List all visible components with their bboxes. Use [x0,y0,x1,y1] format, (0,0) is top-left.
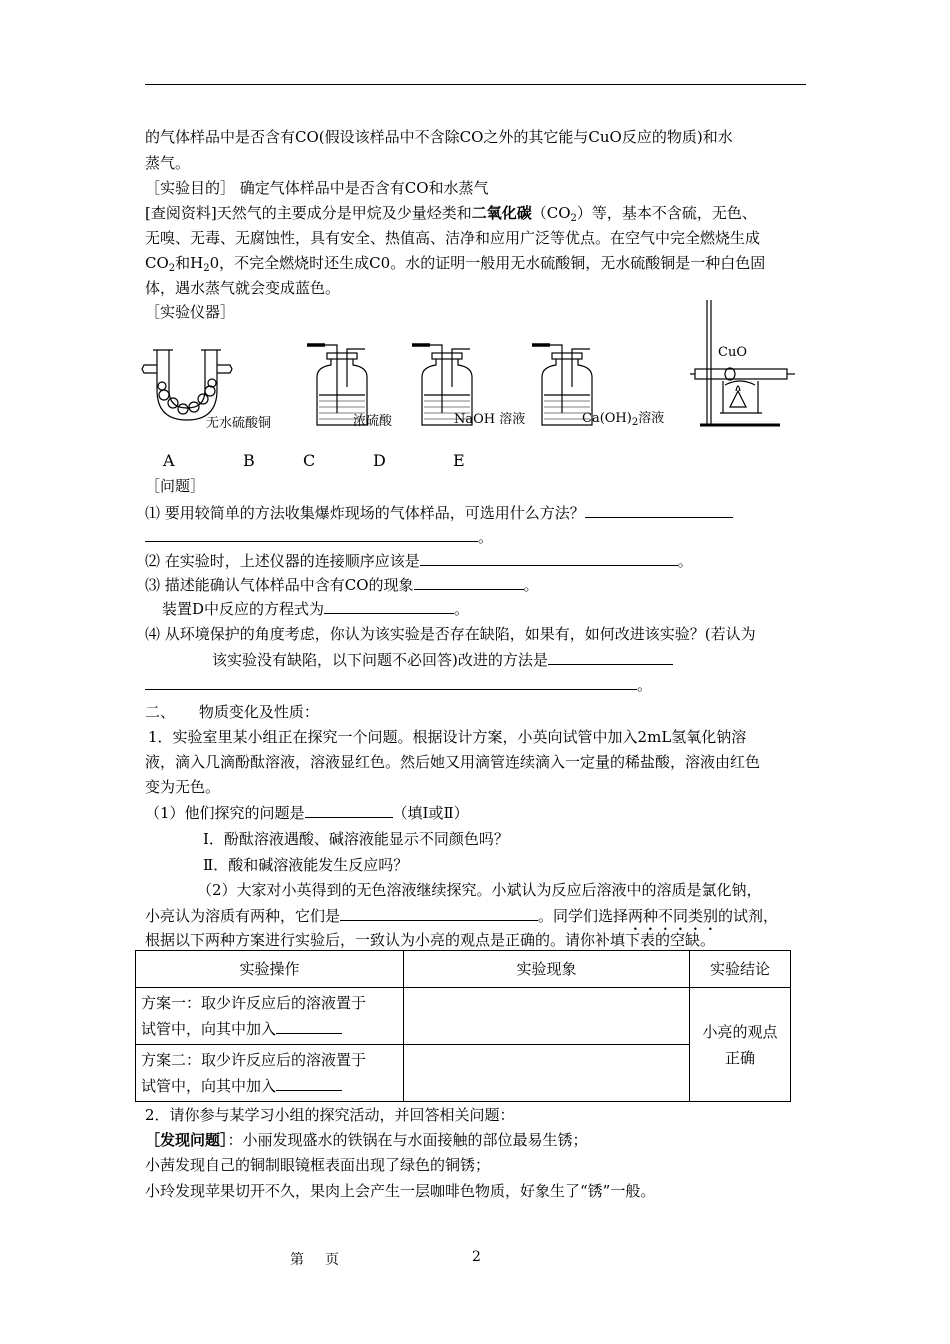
answer-blank[interactable] [414,575,524,590]
answer-blank[interactable] [548,650,673,665]
table-header: 实验现象 [404,951,690,988]
text-span: 该实验没有缺陷，以下问题不必回答)改进的方法是 [212,651,548,669]
text-span: （填Ⅰ或Ⅱ） [392,804,469,822]
answer-blank[interactable] [276,1019,342,1034]
text-span: 溶液 [638,411,665,426]
question-4-cont [145,675,652,695]
text-span: 。 [478,528,494,546]
label-h2so4: 浓硫酸 [353,414,393,429]
table-cell-observation-1[interactable] [404,988,690,1045]
table-cell-observation-2[interactable] [404,1045,690,1102]
label-cuo: CuO [718,345,747,360]
section-2-title: 二、 物质变化及性质： [145,703,319,721]
label-cuso4: 无水硫酸铜 [206,416,272,431]
label-naoh: NaOH 溶液 [454,412,526,427]
letter-b: B [243,451,255,470]
text-span: 。 [677,552,693,570]
header-rule [145,84,806,85]
text-line [145,803,469,823]
table-cell-conclusion [690,988,791,1102]
text-span: 和H [175,254,204,272]
question-1 [145,503,733,523]
text-line [145,253,765,279]
questions-heading: ［问题］ [145,477,206,495]
answer-blank[interactable] [420,551,678,566]
text-span: ：小丽发现盛水的铁锅在与水面接触的部位最易生锈； [227,1131,588,1149]
letter-d: D [373,451,386,470]
text-line: ［实验仪器］ [145,303,236,321]
apparatus-diagram [140,295,800,475]
text-line: 小茜发现自己的铜制眼镜框表面出现了绿色的铜锈； [145,1156,491,1174]
text-span: （CO [531,204,571,222]
emphasis-text: 两种不同类别 [628,907,719,925]
text-span: 。 [637,676,653,694]
answer-blank[interactable] [145,675,637,690]
question-4: ⑷ 从环境保护的角度考虑，你认为该实验是否存在缺陷，如果有，如何改进该实验？(若认为 [145,625,756,643]
letter-a: A [163,451,175,470]
question-4b [212,650,673,670]
option-1: Ⅰ．酚酞溶液遇酸、碱溶液能显示不同颜色吗？ [203,830,509,848]
text-span: 小亮的观点 [702,1022,778,1041]
text-line: 1．实验室里某小组正在探究一个问题。根据设计方案，小英向试管中加入2mL氢氧化钠溶 [148,728,747,746]
footer-label-b: 页 [325,1252,339,1268]
letter-e: E [453,451,465,470]
cuo-heating-apparatus-icon [690,300,795,425]
subscript: 2 [168,263,176,274]
text-line: 变为无色。 [145,778,221,796]
text-line: 小玲发现苹果切开不久，果肉上会产生一层咖啡色物质，好象生了“锈”一般。 [145,1182,656,1200]
text-line: 的气体样品中是否含有CO(假设该样品中不含除CO之外的其它能与CuO反应的物质)和水 [145,128,733,146]
footer-label-a: 第 [290,1252,304,1268]
table-header: 实验结论 [690,951,791,988]
text-span: 方案一：取少许反应后的溶液置于 [141,994,367,1012]
text-span: 0，不完全燃烧时还生成C0。水的证明一般用无水硫酸铜，无水硫酸铜是一种白色固 [209,254,766,272]
text-line: 2．请你参与某学习小组的探究活动，并回答相关问题： [145,1106,515,1124]
option-2: Ⅱ．酸和碱溶液能发生反应吗？ [203,856,409,874]
subscript: 2 [570,213,577,224]
text-span: 试管中，向其中加入 [141,1020,277,1038]
text-span: 装置D中反应的方程式为 [162,600,325,618]
text-span: Ca(OH) [582,411,632,426]
text-span: 。 [454,600,470,618]
text-span: CO [145,254,169,272]
table-header: 实验操作 [136,951,404,988]
text-line: 液，滴入几滴酚酞溶液，溶液显红色。然后她又用滴管连续滴入一定量的稀盐酸，溶液由红色 [145,753,761,771]
text-span: ⑴ 要用较简单的方法收集爆炸现场的气体样品，可选用什么方法？ [145,504,585,522]
question-3 [145,575,539,595]
text-span: 试管中，向其中加入 [141,1077,277,1095]
table-cell-plan-2 [136,1045,404,1102]
experiment-table [135,950,791,1102]
bold-term: ［发现问题］ [145,1131,228,1149]
table-cell-plan-1 [136,988,404,1045]
u-tube-icon [142,350,232,420]
text-line: 蒸气。 [145,154,191,172]
answer-blank[interactable] [324,599,454,614]
text-line [145,1130,588,1150]
text-line: 无嗅、无毒、无腐蚀性，具有安全、热值高、洁净和应用广泛等优点。在空气中完全燃烧生成 [145,229,761,247]
text-span: 。同学们选择 [538,907,629,925]
question-1-cont [145,527,493,547]
answer-blank[interactable] [276,1076,342,1091]
question-3b [162,599,469,619]
bold-term: 二氧化碳 [471,204,532,222]
text-line: 根据以下两种方案进行实验后，一致认为小亮的观点是正确的。请你补填下表的空缺。 [145,931,716,949]
subscript: 2 [203,263,210,274]
question-2 [145,551,693,571]
answer-blank[interactable] [585,503,733,518]
label-caoh2 [582,407,664,428]
text-span: 。 [523,576,539,594]
text-line: ［实验目的］ 确定气体样品中是否含有CO和水蒸气 [145,179,489,197]
text-span: ）等，基本不含硫，无色、 [576,204,757,222]
text-line: （2）大家对小英得到的无色溶液继续探究。小斌认为反应后溶液中的溶质是氯化钠， [197,881,762,899]
letter-c: C [303,451,316,470]
answer-blank[interactable] [145,527,478,542]
text-line: 体，遇水蒸气就会变成蓝色。 [145,279,341,297]
text-span: 方案二：取少许反应后的溶液置于 [141,1051,367,1069]
text-span: 小亮认为溶质有两种，它们是 [145,907,341,925]
text-span: ⑵ 在实验时，上述仪器的连接顺序应该是 [145,552,420,570]
page-number: 2 [472,1249,481,1265]
text-span: （1）他们探究的问题是 [145,804,305,822]
answer-blank[interactable] [340,906,538,921]
text-span: 正确 [724,1048,755,1067]
text-span: [查阅资料]天然气的主要成分是甲烷及少量烃类和 [145,204,472,222]
text-line [145,203,757,229]
answer-blank[interactable] [305,803,393,818]
text-span: ⑶ 描述能确认气体样品中含有CO的现象 [145,576,414,594]
subscript: 2 [631,417,639,428]
text-span: 的试剂， [718,907,779,925]
